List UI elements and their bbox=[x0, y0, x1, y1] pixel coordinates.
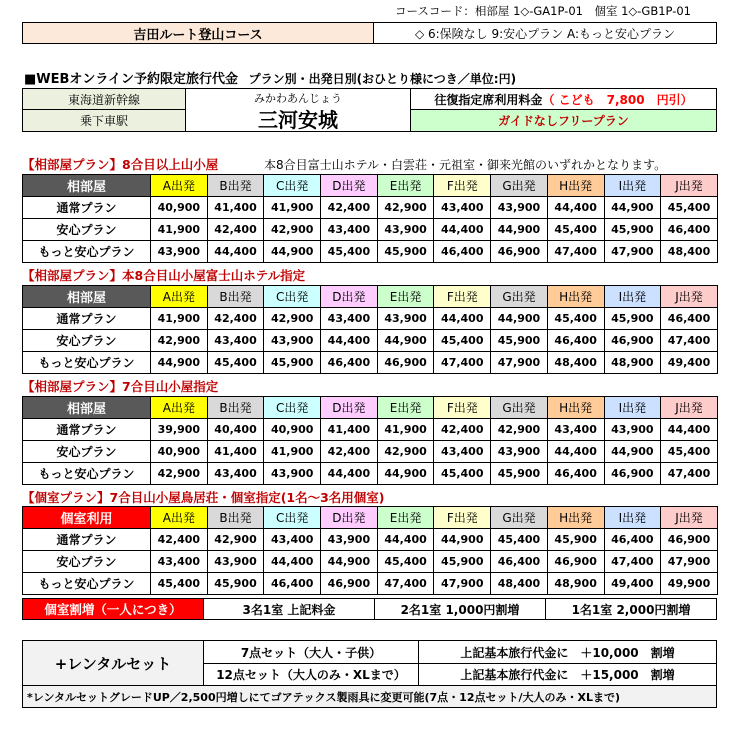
departure-header: D出発 bbox=[321, 507, 378, 529]
price-cell: 48,400 bbox=[661, 241, 718, 263]
price-cell: 43,400 bbox=[151, 551, 208, 573]
price-cell: 45,900 bbox=[547, 529, 604, 551]
departure-header: C出発 bbox=[264, 286, 321, 308]
plan-legend: ◇ 6:保険なし 9:安心プラン A:もっと安心プラン bbox=[373, 22, 717, 44]
price-cell: 44,900 bbox=[377, 463, 434, 485]
departure-header: C出発 bbox=[264, 175, 321, 197]
price-cell: 43,900 bbox=[491, 197, 548, 219]
departure-header: J出発 bbox=[661, 507, 718, 529]
rental-label: +レンタルセット bbox=[22, 640, 204, 686]
course-code: コースコード：相部屋 1◇-GA1P-01 個室 1◇-GB1P-01 bbox=[395, 4, 691, 18]
departure-header: E出発 bbox=[377, 397, 434, 419]
departure-header: B出発 bbox=[207, 175, 264, 197]
price-cell: 45,900 bbox=[207, 573, 264, 595]
price-cell: 46,900 bbox=[321, 573, 378, 595]
price-cell: 41,900 bbox=[151, 308, 208, 330]
price-cell: 42,400 bbox=[321, 441, 378, 463]
price-cell: 43,400 bbox=[264, 529, 321, 551]
price-cell: 47,400 bbox=[661, 330, 718, 352]
price-cell: 47,400 bbox=[377, 573, 434, 595]
departure-header: A出発 bbox=[151, 397, 208, 419]
price-cell: 49,400 bbox=[661, 352, 718, 374]
price-table-1 bbox=[22, 174, 718, 263]
price-cell: 45,900 bbox=[264, 352, 321, 374]
departure-header: C出発 bbox=[264, 397, 321, 419]
departure-header: J出発 bbox=[661, 175, 718, 197]
table-header-row bbox=[23, 175, 718, 197]
plan-label: もっと安心プラン bbox=[23, 241, 151, 263]
price-cell: 41,900 bbox=[264, 441, 321, 463]
price-cell: 44,400 bbox=[264, 551, 321, 573]
departure-header: I出発 bbox=[604, 397, 661, 419]
price-cell: 47,400 bbox=[547, 241, 604, 263]
price-cell: 42,400 bbox=[434, 419, 491, 441]
price-cell: 42,900 bbox=[264, 219, 321, 241]
price-cell: 43,900 bbox=[264, 463, 321, 485]
price-cell: 48,400 bbox=[547, 352, 604, 374]
price-cell: 44,400 bbox=[547, 197, 604, 219]
room-type-header: 相部屋 bbox=[23, 397, 151, 419]
rental-set7-price: 上記基本旅行代金に ＋10,000 割増 bbox=[418, 640, 717, 664]
price-cell: 44,900 bbox=[321, 551, 378, 573]
price-cell: 44,900 bbox=[491, 308, 548, 330]
table-row bbox=[23, 419, 718, 441]
price-cell: 45,900 bbox=[491, 463, 548, 485]
price-cell: 47,900 bbox=[434, 573, 491, 595]
price-cell: 43,400 bbox=[434, 441, 491, 463]
table-row bbox=[23, 241, 718, 263]
price-cell: 45,900 bbox=[377, 241, 434, 263]
price-cell: 44,400 bbox=[547, 441, 604, 463]
price-cell: 45,400 bbox=[547, 308, 604, 330]
price-cell: 47,400 bbox=[434, 352, 491, 374]
plan-label: もっと安心プラン bbox=[23, 352, 151, 374]
price-cell: 44,900 bbox=[264, 241, 321, 263]
line-name: 東海道新幹線 bbox=[22, 88, 186, 110]
price-table-2 bbox=[22, 285, 718, 374]
departure-header: H出発 bbox=[547, 175, 604, 197]
departure-header: F出発 bbox=[434, 286, 491, 308]
price-heading bbox=[24, 68, 516, 87]
price-cell: 44,400 bbox=[207, 241, 264, 263]
price-cell: 42,900 bbox=[264, 308, 321, 330]
price-cell: 44,900 bbox=[491, 219, 548, 241]
price-cell: 41,900 bbox=[377, 419, 434, 441]
price-cell: 45,400 bbox=[491, 529, 548, 551]
table-row bbox=[23, 219, 718, 241]
departure-header: H出発 bbox=[547, 286, 604, 308]
price-cell: 40,900 bbox=[151, 197, 208, 219]
departure-header: A出発 bbox=[151, 175, 208, 197]
departure-header: B出発 bbox=[207, 507, 264, 529]
departure-header: E出発 bbox=[377, 286, 434, 308]
price-cell: 48,900 bbox=[604, 352, 661, 374]
price-cell: 45,400 bbox=[434, 463, 491, 485]
departure-header: A出発 bbox=[151, 507, 208, 529]
rental-footnote: *レンタルセットグレードUP／2,500円増しにてゴアテックス製雨具に変更可能(7点・12点セット/大人のみ・XLまで) bbox=[22, 685, 717, 708]
table-row bbox=[23, 551, 718, 573]
price-cell: 46,400 bbox=[661, 219, 718, 241]
plan-label: 安心プラン bbox=[23, 551, 151, 573]
price-cell: 43,900 bbox=[377, 308, 434, 330]
price-cell: 43,900 bbox=[207, 551, 264, 573]
departure-header: A出発 bbox=[151, 286, 208, 308]
price-cell: 43,900 bbox=[264, 330, 321, 352]
price-cell: 44,400 bbox=[661, 419, 718, 441]
guide-label: ガイドなしフリープラン bbox=[410, 109, 717, 132]
price-cell: 44,400 bbox=[321, 463, 378, 485]
departure-header: B出発 bbox=[207, 286, 264, 308]
room-type-header: 相部屋 bbox=[23, 175, 151, 197]
surcharge-one: 1名1室 2,000円割増 bbox=[545, 598, 717, 620]
price-cell: 43,400 bbox=[547, 419, 604, 441]
price-table-3 bbox=[22, 396, 718, 485]
price-cell: 47,400 bbox=[661, 463, 718, 485]
departure-header: G出発 bbox=[491, 397, 548, 419]
price-cell: 42,400 bbox=[321, 197, 378, 219]
price-cell: 43,900 bbox=[491, 441, 548, 463]
price-cell: 46,900 bbox=[661, 529, 718, 551]
section-note-1: 本8合目富士山ホテル・白雲荘・元祖室・御来光館のいずれかとなります。 bbox=[264, 158, 667, 172]
surcharge-three: 3名1室 上記料金 bbox=[203, 598, 375, 620]
price-cell: 43,400 bbox=[207, 463, 264, 485]
table-row bbox=[23, 352, 718, 374]
table-header-row bbox=[23, 286, 718, 308]
fare-box bbox=[410, 88, 717, 110]
price-cell: 41,900 bbox=[264, 197, 321, 219]
price-table-4 bbox=[22, 506, 718, 595]
price-cell: 41,400 bbox=[321, 419, 378, 441]
table-row bbox=[23, 330, 718, 352]
departure-header: I出発 bbox=[604, 507, 661, 529]
price-heading-sub: プラン別・出発日別(おひとり様につき／単位:円) bbox=[248, 72, 517, 86]
price-cell: 45,900 bbox=[604, 219, 661, 241]
departure-header: D出発 bbox=[321, 175, 378, 197]
price-cell: 44,900 bbox=[151, 352, 208, 374]
price-cell: 45,900 bbox=[604, 308, 661, 330]
plan-label: 安心プラン bbox=[23, 219, 151, 241]
price-cell: 46,900 bbox=[604, 330, 661, 352]
price-cell: 41,400 bbox=[207, 197, 264, 219]
price-cell: 46,900 bbox=[547, 551, 604, 573]
departure-header: J出発 bbox=[661, 397, 718, 419]
station-label: 乗下車駅 bbox=[22, 109, 186, 132]
table-row bbox=[23, 529, 718, 551]
price-cell: 42,900 bbox=[377, 197, 434, 219]
departure-header: F出発 bbox=[434, 507, 491, 529]
price-cell: 41,900 bbox=[151, 219, 208, 241]
price-cell: 43,400 bbox=[434, 197, 491, 219]
price-cell: 42,400 bbox=[207, 308, 264, 330]
price-cell: 43,900 bbox=[604, 419, 661, 441]
price-cell: 46,400 bbox=[661, 308, 718, 330]
price-cell: 43,400 bbox=[207, 330, 264, 352]
departure-header: C出発 bbox=[264, 507, 321, 529]
price-cell: 48,400 bbox=[491, 573, 548, 595]
price-cell: 45,400 bbox=[661, 197, 718, 219]
price-cell: 44,400 bbox=[377, 529, 434, 551]
room-type-header: 個室利用 bbox=[23, 507, 151, 529]
price-cell: 40,900 bbox=[151, 441, 208, 463]
station-reading: みかわあんじょう bbox=[254, 92, 342, 105]
price-cell: 45,400 bbox=[321, 241, 378, 263]
table-row bbox=[23, 308, 718, 330]
price-cell: 42,900 bbox=[491, 419, 548, 441]
room-type-header: 相部屋 bbox=[23, 286, 151, 308]
departure-header: F出発 bbox=[434, 175, 491, 197]
price-cell: 47,900 bbox=[604, 241, 661, 263]
price-cell: 45,900 bbox=[434, 551, 491, 573]
section-title-4: 【個室プラン】7合目山小屋鳥居荘・個室指定(1名～3名用個室) bbox=[22, 490, 385, 505]
price-cell: 43,400 bbox=[321, 308, 378, 330]
price-cell: 49,900 bbox=[661, 573, 718, 595]
price-cell: 45,400 bbox=[547, 219, 604, 241]
price-cell: 46,400 bbox=[321, 352, 378, 374]
price-cell: 47,400 bbox=[604, 551, 661, 573]
rental-set12-label: 12点セット（大人のみ・XLまで） bbox=[203, 663, 419, 686]
price-cell: 46,400 bbox=[547, 330, 604, 352]
price-cell: 42,900 bbox=[377, 441, 434, 463]
price-cell: 44,400 bbox=[434, 219, 491, 241]
price-cell: 46,900 bbox=[491, 241, 548, 263]
price-cell: 40,400 bbox=[207, 419, 264, 441]
plan-label: 通常プラン bbox=[23, 308, 151, 330]
price-cell: 43,900 bbox=[321, 529, 378, 551]
plan-label: 通常プラン bbox=[23, 197, 151, 219]
price-cell: 46,400 bbox=[491, 551, 548, 573]
price-cell: 46,400 bbox=[434, 241, 491, 263]
departure-header: H出発 bbox=[547, 397, 604, 419]
price-cell: 45,400 bbox=[377, 551, 434, 573]
table-header-row bbox=[23, 507, 718, 529]
price-cell: 42,900 bbox=[151, 463, 208, 485]
price-cell: 44,400 bbox=[434, 308, 491, 330]
price-cell: 43,900 bbox=[377, 219, 434, 241]
rental-set12-price: 上記基本旅行代金に ＋15,000 割増 bbox=[418, 663, 717, 686]
price-heading-main: ■WEBオンライン予約限定旅行代金 bbox=[24, 72, 239, 87]
plan-label: 安心プラン bbox=[23, 330, 151, 352]
fare-label: 往復指定席利用料金 bbox=[434, 92, 543, 107]
price-cell: 40,900 bbox=[264, 419, 321, 441]
price-cell: 47,900 bbox=[661, 551, 718, 573]
price-cell: 44,900 bbox=[377, 330, 434, 352]
price-cell: 44,900 bbox=[604, 197, 661, 219]
departure-header: E出発 bbox=[377, 507, 434, 529]
price-cell: 49,400 bbox=[604, 573, 661, 595]
plan-label: もっと安心プラン bbox=[23, 463, 151, 485]
departure-header: G出発 bbox=[491, 507, 548, 529]
departure-header: D出発 bbox=[321, 286, 378, 308]
departure-header: I出発 bbox=[604, 175, 661, 197]
price-cell: 45,400 bbox=[434, 330, 491, 352]
plan-label: もっと安心プラン bbox=[23, 573, 151, 595]
station-name: 三河安城 bbox=[258, 108, 338, 132]
price-cell: 46,400 bbox=[604, 529, 661, 551]
price-cell: 41,400 bbox=[207, 441, 264, 463]
price-cell: 42,400 bbox=[151, 529, 208, 551]
departure-header: G出発 bbox=[491, 286, 548, 308]
surcharge-label: 個室割増（一人につき） bbox=[22, 598, 204, 620]
rental-set7-label: 7点セット（大人・子供） bbox=[203, 640, 419, 664]
price-cell: 47,900 bbox=[491, 352, 548, 374]
price-cell: 45,400 bbox=[207, 352, 264, 374]
price-cell: 39,900 bbox=[151, 419, 208, 441]
price-cell: 43,900 bbox=[151, 241, 208, 263]
table-row bbox=[23, 573, 718, 595]
course-title: 吉田ルート登山コース bbox=[22, 22, 374, 44]
price-cell: 46,900 bbox=[377, 352, 434, 374]
price-cell: 46,400 bbox=[547, 463, 604, 485]
table-header-row bbox=[23, 397, 718, 419]
price-cell: 44,900 bbox=[604, 441, 661, 463]
price-cell: 43,400 bbox=[321, 219, 378, 241]
plan-label: 通常プラン bbox=[23, 529, 151, 551]
price-cell: 46,400 bbox=[264, 573, 321, 595]
table-row bbox=[23, 463, 718, 485]
departure-header: B出発 bbox=[207, 397, 264, 419]
departure-header: J出発 bbox=[661, 286, 718, 308]
departure-header: E出発 bbox=[377, 175, 434, 197]
section-title-3: 【相部屋プラン】7合目山小屋指定 bbox=[22, 379, 219, 394]
table-row bbox=[23, 441, 718, 463]
departure-header: H出発 bbox=[547, 507, 604, 529]
price-cell: 48,900 bbox=[547, 573, 604, 595]
price-cell: 42,900 bbox=[207, 529, 264, 551]
price-cell: 45,900 bbox=[491, 330, 548, 352]
plan-label: 通常プラン bbox=[23, 419, 151, 441]
table-row bbox=[23, 197, 718, 219]
price-cell: 44,400 bbox=[321, 330, 378, 352]
fare-child: （ こども 7,800 円引） bbox=[542, 92, 693, 107]
section-title-2: 【相部屋プラン】本8合目山小屋富士山ホテル指定 bbox=[22, 268, 306, 283]
departure-header: D出発 bbox=[321, 397, 378, 419]
price-cell: 45,400 bbox=[661, 441, 718, 463]
departure-header: I出発 bbox=[604, 286, 661, 308]
section-title-1: 【相部屋プラン】8合目以上山小屋 bbox=[22, 157, 219, 172]
price-cell: 42,900 bbox=[151, 330, 208, 352]
price-cell: 46,900 bbox=[604, 463, 661, 485]
surcharge-two: 2名1室 1,000円割増 bbox=[374, 598, 546, 620]
price-cell: 45,400 bbox=[151, 573, 208, 595]
plan-label: 安心プラン bbox=[23, 441, 151, 463]
departure-header: G出発 bbox=[491, 175, 548, 197]
price-cell: 44,900 bbox=[434, 529, 491, 551]
price-cell: 42,400 bbox=[207, 219, 264, 241]
departure-header: F出発 bbox=[434, 397, 491, 419]
